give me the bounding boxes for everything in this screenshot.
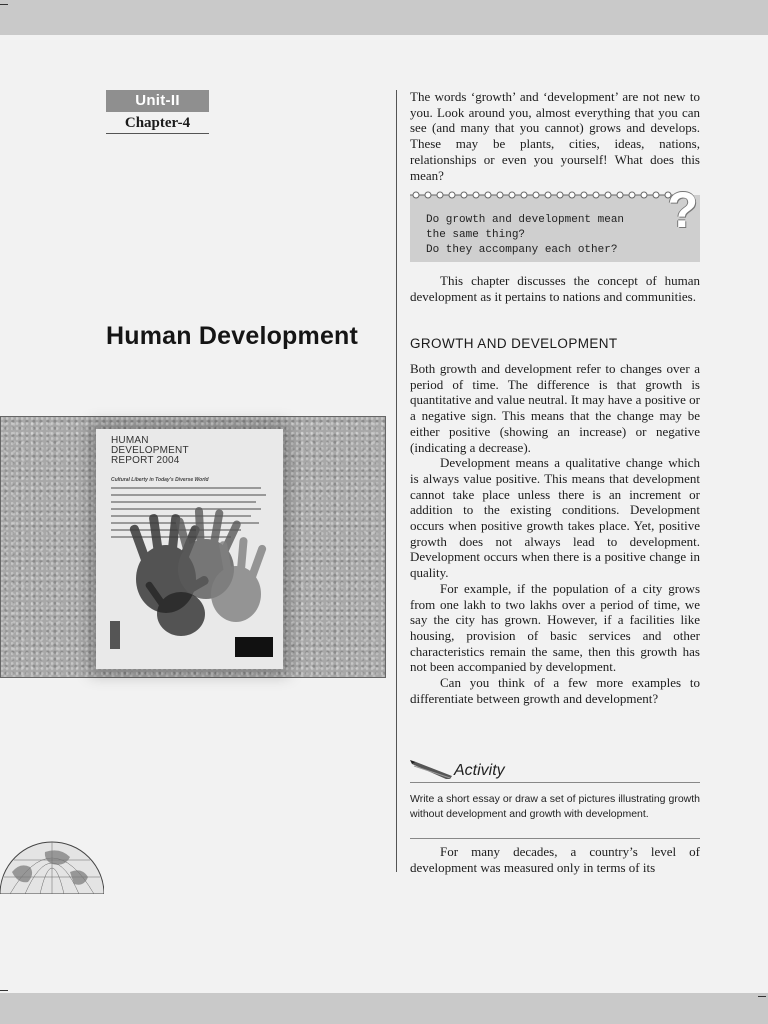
crop-mark: [0, 4, 8, 5]
unit-label: Unit-II: [106, 90, 209, 112]
main-text: [410, 361, 700, 706]
chapter-intro: [410, 273, 700, 304]
report-cover-subtitle: Cultural Liberty in Today's Diverse World: [111, 477, 209, 483]
bottom-band: [0, 993, 768, 1024]
question-line: Do they accompany each other?: [426, 244, 618, 256]
body-paragraph: Both growth and development refer to changes over a period of time. The difference is that growth is quantitative and value neutral. It may have a positive or a negative sign. This means that the change may be either positive (showing an increase) or negative (indicating a decrease).: [410, 361, 700, 455]
top-band: [0, 0, 768, 35]
report-cover-title-line: DEVELOPMENT: [111, 445, 189, 456]
body-paragraph: Can you think of a few more examples to differentiate between growth and development?: [410, 675, 700, 706]
activity-rule: [410, 838, 700, 839]
chapter-title: Human Development: [106, 322, 359, 350]
closing-paragraph: [410, 844, 700, 875]
report-cover-title-line: REPORT 2004: [111, 455, 180, 466]
intro-paragraph-text: The words ‘growth’ and ‘development’ are not new to you. Look around you, almost everything that you can see (and many that you cannot) grows and develops. These may be plants, cities, ideas, nations, relationships or even you yourself! What does this mean?: [410, 89, 700, 183]
section-heading: GROWTH AND DEVELOPMENT: [410, 336, 618, 351]
crop-mark: [0, 990, 8, 991]
question-text: [426, 213, 624, 258]
question-mark-icon: ?: [667, 182, 698, 238]
question-box: [410, 182, 700, 262]
column-divider: [396, 90, 397, 872]
intro-paragraph: [410, 89, 700, 183]
closing-paragraph-text: For many decades, a country’s level of development was measured only in terms of its: [410, 844, 700, 875]
question-line: Do growth and development mean: [426, 214, 625, 226]
report-cover-photo: [0, 416, 386, 678]
crop-mark: [758, 996, 766, 997]
activity-text: Write a short essay or draw a set of pictures illustrating growth without development and growth with development.: [410, 793, 700, 820]
body-paragraph: Development means a qualitative change which is always value positive. This means that development cannot take place unless there is an increment or addition to the existing conditions. Development occurs when positive growth takes place. Yet, positive growth does not always lead to development. Development occurs when there is a positive change in quality.: [410, 455, 700, 581]
activity-header: [410, 760, 700, 783]
body-paragraph: For example, if the population of a city grows from one lakh to two lakhs over a period of time, we say the city has grown. However, if a facilities like housing, provision of basic services and other characteristics remain the same, then this growth has not been accompanied by development.: [410, 580, 700, 675]
pencil-icon: [410, 760, 454, 780]
chapter-intro-text: This chapter discusses the concept of human development as it pertains to nations and communities.: [410, 273, 700, 304]
report-cover-title-line: HUMAN: [111, 435, 149, 446]
hand-prints-illustration: [96, 429, 283, 669]
un-logo: [110, 621, 120, 649]
report-cover: [96, 429, 283, 669]
cover-dark-block: [235, 637, 273, 657]
globe-icon: [0, 812, 104, 894]
activity-label: Activity: [454, 762, 505, 779]
question-line: the same thing?: [426, 229, 526, 241]
question-box-dots: [410, 189, 680, 201]
chapter-label: Chapter-4: [106, 113, 209, 134]
